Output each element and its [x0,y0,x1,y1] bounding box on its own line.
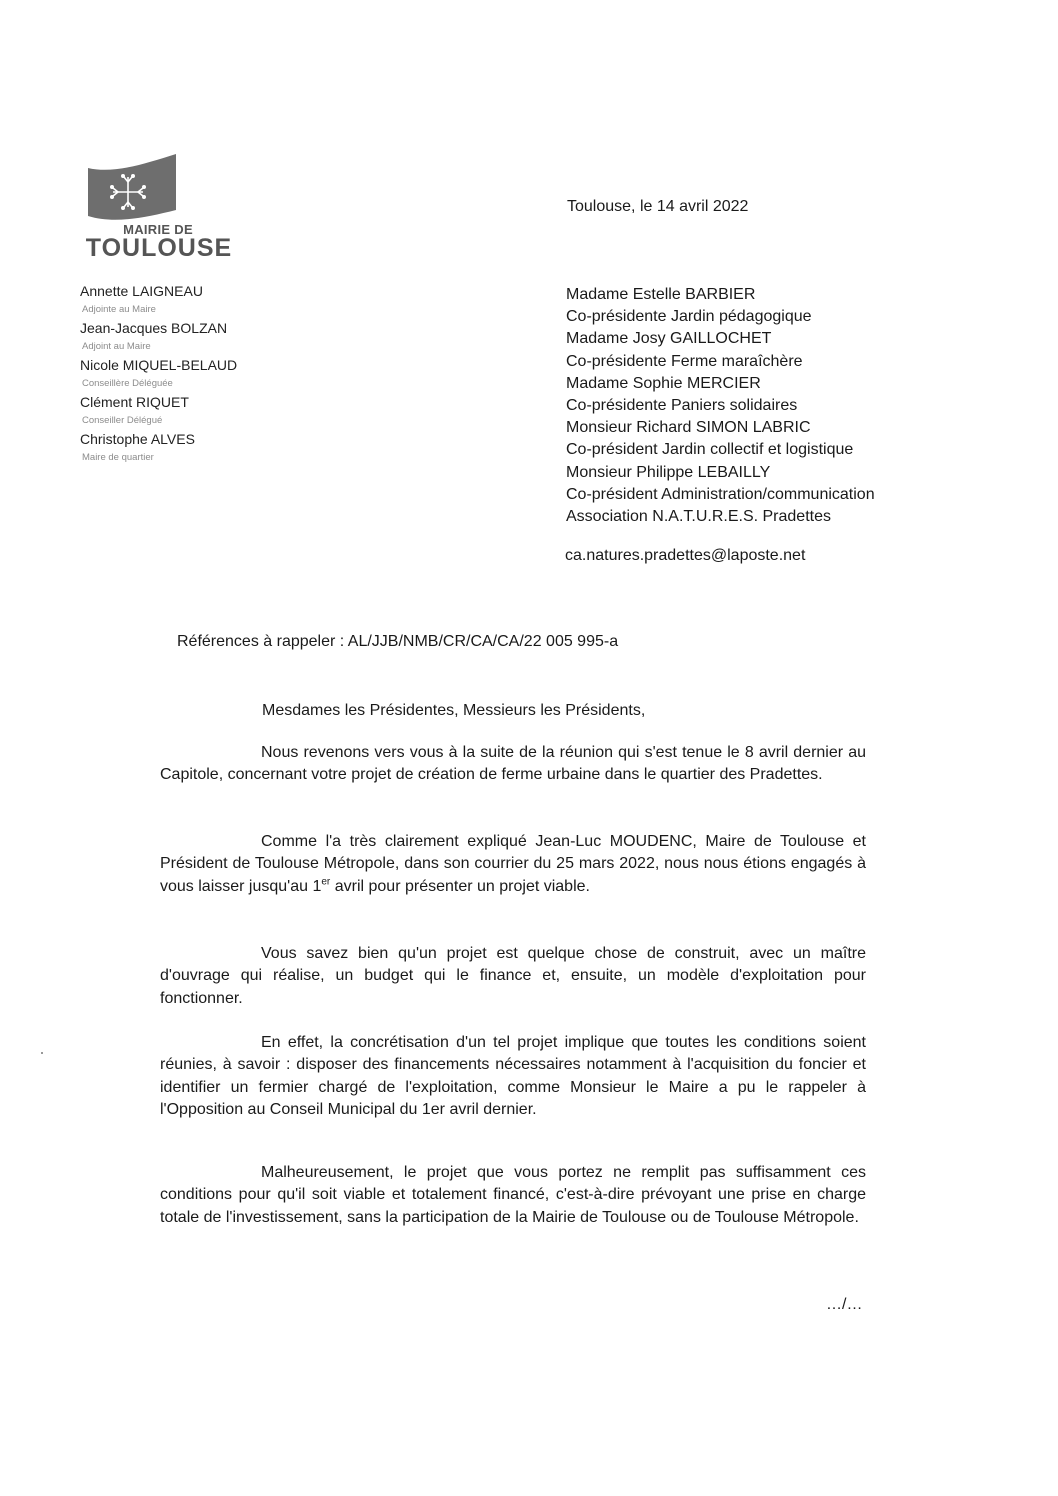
body-paragraph-3 [160,943,866,1010]
signatory-role: Adjoint au Maire [82,341,151,352]
signatory-name: Annette LAIGNEAU [80,283,203,299]
body-paragraph-5 [160,1162,866,1229]
recipient-line: Madame Estelle BARBIER [566,286,756,303]
signatory [80,319,280,356]
recipient-line: Monsieur Richard SIMON LABRIC [566,419,811,437]
signatory-name: Christophe ALVES [80,431,195,447]
signatory [80,356,280,393]
paragraph-text: Malheureusement, le projet que vous portez ne remplit pas suffisamment ces conditions pour qu'il soit viable et totalement financé, c'est-à-dire prévoyant une prise en charge totale de l'investissement, sans la participation de la Mairie de Toulouse ou de Toulouse Métropole. [160,1164,866,1226]
scan-speck [41,1052,43,1054]
recipient-line: Co-président Jardin collectif et logistique [566,441,854,459]
signatory-name: Nicole MIQUEL-BELAUD [80,357,238,373]
continued-mark: …/… [826,1296,863,1313]
paragraph-text: Vous savez bien qu'un projet est quelque chose de construit, avec un maître d'ouvrage qui réalise, un budget qui le finance et, ensuite, un modèle d'exploitation pour fonctionner. [160,945,866,1007]
paragraph-text: En effet, la concrétisation d'un tel projet implique que toutes les conditions soient réunies, à savoir : disposer des financements nécessaires notamment à l'acquisition du foncier et identifier un fermier chargé de l'exploitation, comme Monsieur le Maire a pu le rappeler à l'Opposition au Conseil Municipal du 1er avril dernier. [160,1034,866,1118]
recipient-line: Co-présidente Ferme maraîchère [566,352,803,370]
body-paragraph-4 [160,1032,866,1121]
paragraph-text-part: Comme l'a très clairement expliqué Jean-Luc MOUDENC, Maire de Toulouse et Président de Toulouse Métropole, dans son courrier du 25 mars 2022, nous nous étions engagés à vous laisser jusqu'au 1 [160,833,866,895]
signatory-role: Conseiller Délégué [82,415,163,426]
recipient-email: ca.natures.pradettes@laposte.net [565,547,806,564]
recipients-block [566,284,986,528]
signatories-column [80,282,280,467]
signatory [80,430,280,467]
recipient-line: Association N.A.T.U.R.E.S. Pradettes [566,508,831,526]
signatory-name: Clément RIQUET [80,394,189,410]
paragraph-text [160,831,866,898]
recipient-line: Madame Josy GAILLOCHET [566,330,772,348]
signatory-role: Maire de quartier [82,452,154,463]
body-paragraph-2 [160,831,866,898]
references-line: Références à rappeler : AL/JJB/NMB/CR/CA/CA/22 005 995-a [177,633,619,650]
recipient-line: Madame Sophie MERCIER [566,374,761,392]
paragraph-text-part: avril pour présenter un projet viable. [330,877,590,895]
recipient-line: Monsieur Philippe LEBAILLY [566,463,771,481]
recipient-line: Co-président Administration/communication [566,485,875,503]
logo-line-2: TOULOUSE [85,234,233,262]
mairie-de-toulouse-logo [84,150,234,262]
superscript: er [321,876,331,888]
recipient-line: Co-présidente Jardin pédagogique [566,308,812,326]
signatory-role: Adjointe au Maire [82,304,156,315]
signatory-role: Conseillère Déléguée [82,378,173,389]
recipient-line: Co-présidente Paniers solidaires [566,397,798,415]
logo-line-1: MAIRIE DE [123,222,193,237]
salutation: Mesdames les Présidentes, Messieurs les Présidents, [262,702,646,719]
letter-date: Toulouse, le 14 avril 2022 [567,198,749,215]
signatory [80,393,280,430]
signatory-name: Jean-Jacques BOLZAN [80,320,228,336]
signatory [80,282,280,319]
body-paragraph-1 [160,742,866,787]
paragraph-text: Nous revenons vers vous à la suite de la réunion qui s'est tenue le 8 avril dernier au Capitole, concernant votre projet de création de ferme urbaine dans le quartier des Pradettes. [160,744,866,784]
